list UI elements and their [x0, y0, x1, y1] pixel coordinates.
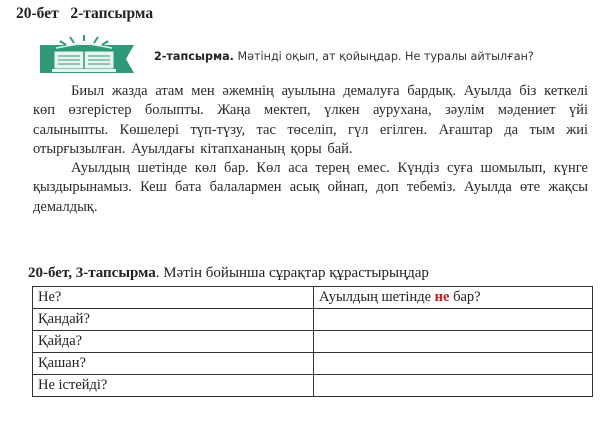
task3-label: 20-бет, 3-тапсырма — [28, 265, 156, 281]
question-word-cell: Қандай? — [33, 309, 314, 331]
table-row — [33, 309, 593, 331]
question-highlight: не — [434, 289, 450, 305]
question-text-end: бар? — [449, 289, 481, 305]
passage-paragraph-1: Биыл жазда атам мен әжемнің ауылына демалуға бардық. Ауылда біз кеткелі көп өзгерістер болыпты. Жаңа мектеп, үлкен аурухана, зәулім мәдениет үйі салыныпты. Көшелері түп-түзу, тас төселіп, гүл егілген. Ағаштар да тым жиі отырғызылған. Ауылдағы кітапхананың қоры бай. — [33, 83, 588, 157]
book-icon — [40, 35, 134, 81]
table-row — [33, 353, 593, 375]
task-text: Мәтінді оқып, ат қойыңдар. Не туралы айтылған? — [233, 50, 534, 63]
question-word-cell: Қайда? — [33, 331, 314, 353]
question-word-cell: Қашан? — [33, 353, 314, 375]
question-table — [32, 286, 593, 397]
table-row — [33, 331, 593, 353]
task-label: 2-тапсырма. — [154, 50, 234, 63]
reading-passage — [33, 82, 588, 217]
question-word-cell: Не? — [33, 287, 314, 309]
table-row — [33, 375, 593, 397]
page-heading: 20-бет 2-тапсырма — [16, 5, 154, 22]
question-cell[interactable] — [314, 309, 593, 331]
question-text: Ауылдың шетінде — [319, 289, 435, 305]
question-cell[interactable] — [314, 375, 593, 397]
question-cell[interactable] — [314, 287, 593, 309]
table-row — [33, 287, 593, 309]
task-instruction — [154, 50, 534, 63]
question-cell[interactable] — [314, 331, 593, 353]
question-word-cell: Не істейді? — [33, 375, 314, 397]
passage-paragraph-2: Ауылдың шетінде көл бар. Көл аса терең емес. Күндіз суға шомылып, күнге қыздырынамыз. Кеш бата балалармен асық ойнап, доп тебеміз. Ауылда өте жақсы демалдық. — [33, 160, 588, 215]
task3-text: . Мәтін бойынша сұрақтар құрастырыңдар — [155, 265, 429, 281]
question-cell[interactable] — [314, 353, 593, 375]
task3-heading — [28, 265, 429, 282]
